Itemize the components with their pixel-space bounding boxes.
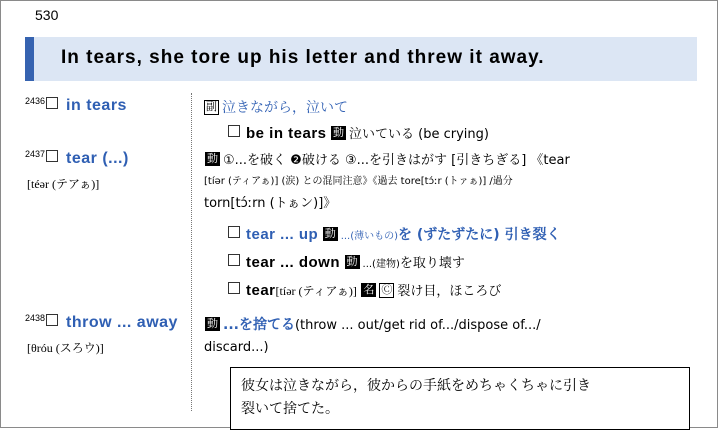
checkbox[interactable] [228,254,240,266]
definition-line-3: torn[tɔ́ːrn (トぁン)]》 [204,196,337,211]
checkbox[interactable] [46,314,58,326]
entry-body-throw-away [204,315,696,360]
pronunciation: [θróu (スろウ)] [27,341,104,356]
subentry-meaning: 裂け目，ほころび [397,284,502,299]
definition-text-rest: (throw ... out/get rid of.../dispose of.../ [294,318,541,333]
definition-text: ①...を破く ❷破ける ③...を引きはがす [引きちぎる] 《tear [223,153,570,168]
entry-headword-in-tears[interactable] [25,96,127,115]
definition-line-2: discard...) [204,340,269,355]
definition-line-1 [204,315,696,336]
page-number: 530 [35,7,59,23]
subentry-phrase: be in tears [246,125,327,142]
pos-tag: 動 [207,318,218,330]
pos-tag: 名 [363,284,375,296]
pronunciation: [téər (テアぁ)] [27,177,100,192]
headline-accent-bar [25,37,34,81]
entry-body-in-tears [204,97,696,143]
subentry-pronunciation: [tíər (ティアぁ)] [275,284,357,298]
pos-tag: 動 [346,256,358,268]
subentry-tear-up[interactable] [228,224,696,244]
subentry-tear-noun[interactable] [228,280,696,300]
checkbox[interactable] [228,282,240,294]
translation-line-1: 彼女は泣きながら，彼からの手紙をめちゃくちゃに引き [241,378,591,394]
entry-number: 2437 [25,149,46,159]
entry-body-tear [204,151,696,300]
definition-line [204,97,696,117]
translation-box [230,367,690,430]
definition-text-blue: ...を捨てる [223,317,295,333]
entry-headword-throw-away[interactable] [25,313,178,356]
entry-headword-tear[interactable] [25,149,129,192]
checkbox[interactable] [228,125,240,137]
headword-text: throw ... away [66,314,178,332]
subentry-be-in-tears[interactable] [228,123,696,143]
entry-number: 2438 [25,313,46,323]
checkbox[interactable] [228,226,240,238]
headline-banner [25,37,697,81]
column-divider [191,93,192,411]
entry-number: 2436 [25,96,46,106]
subentry-qualifier: ...(建物) [362,259,400,270]
headword-text: tear (...) [66,150,129,168]
subentry-phrase: tear ... up [246,226,319,243]
subentry-phrase: tear ... down [246,254,341,271]
definition-line-2: [tíər (ティアぁ)] (涙) との混同注意》《過去 tore[tɔ́ːr (トァぁ)] /過分 [204,176,513,187]
definition-line-1 [204,151,696,171]
subentry-tear-down[interactable] [228,252,696,272]
translation-line-2: 裂いて捨てた。 [241,401,339,417]
pos-tag: 副 [206,101,217,113]
checkbox[interactable] [46,150,58,162]
subentry-qualifier: ...(薄いもの) [340,231,399,242]
countable-tag: Ⓒ [381,284,393,296]
subentry-phrase: tear [246,282,276,299]
subentry-meaning: 泣いている (be crying) [349,127,489,142]
pos-tag: 動 [324,228,336,240]
headword-text: in tears [66,97,127,115]
subentry-meaning: を (ずたずたに) 引き裂く [398,227,561,243]
subentry-meaning: を取り壊す [399,256,465,271]
pos-tag: 動 [333,127,345,139]
headline-sentence: In tears, she tore up his letter and threw it away. [61,47,545,68]
checkbox[interactable] [46,97,58,109]
definition-text: 泣きながら，泣いて [222,100,348,116]
pos-tag: 動 [207,153,218,165]
